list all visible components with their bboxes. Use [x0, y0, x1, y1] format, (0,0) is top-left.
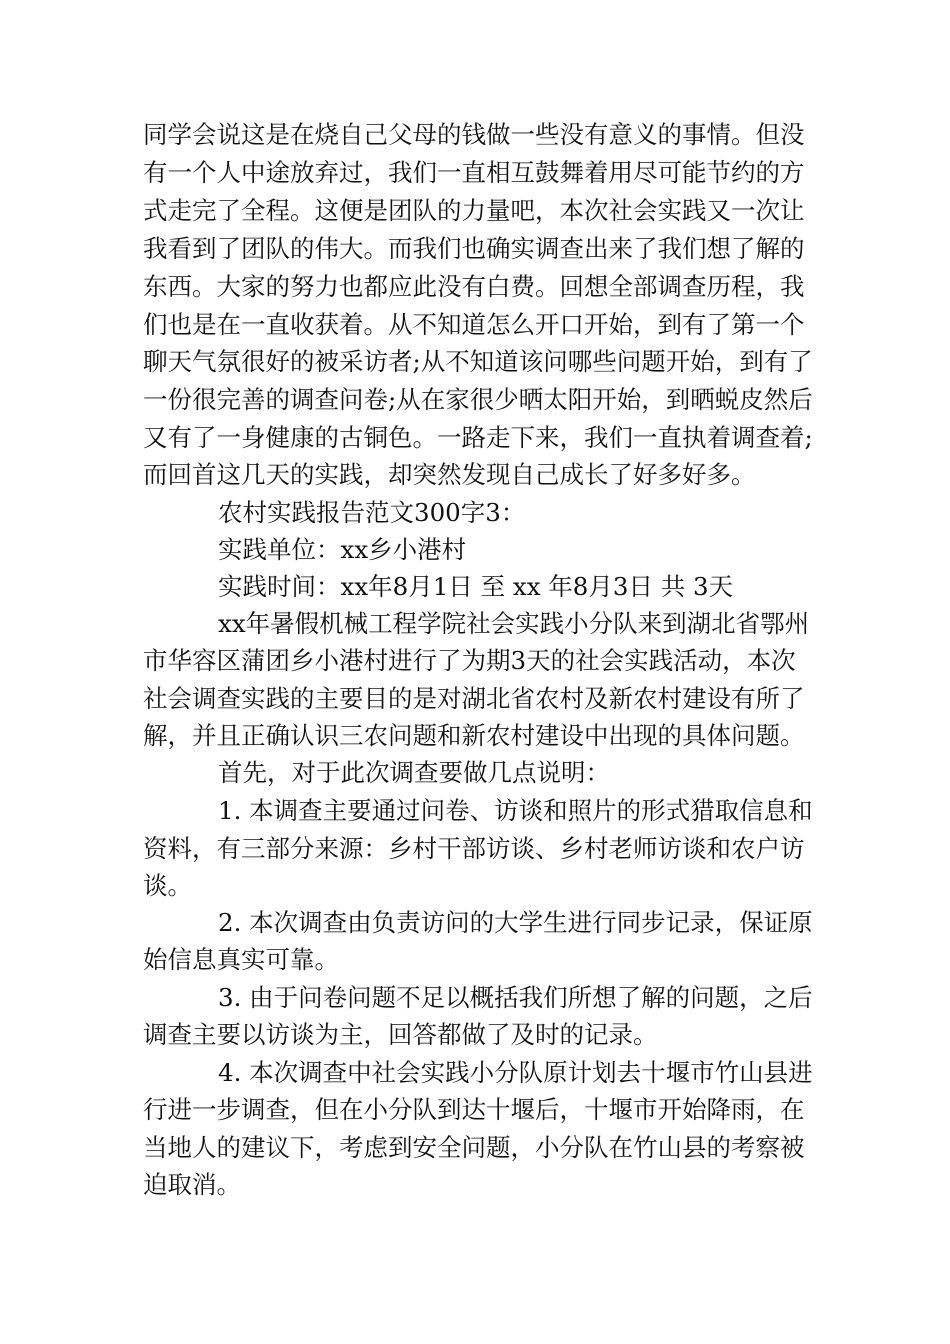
- text-line: 市华容区蒲团乡小港村进行了为期3天的社会实践活动，本次: [143, 646, 796, 675]
- text-line: 迫取消。: [143, 1170, 241, 1199]
- text-line: 当地人的建议下，考虑到安全问题，小分队在竹山县的考察被: [143, 1133, 805, 1162]
- text-line: 社会调查实践的主要目的是对湖北省农村及新农村建设有所了: [143, 684, 805, 713]
- practice-time: 实践时间：xx年8月1日 至 xx 年8月3日 共 3天: [218, 572, 734, 601]
- text-line: 行进一步调查，但在小分队到达十堰后，十堰市开始降雨，在: [143, 1095, 805, 1124]
- text-line: 东西。大家的努力也都应此没有白费。回想全部调查历程，我: [143, 272, 805, 301]
- text-line: 一份很完善的调查问卷;从在家很少晒太阳开始，到晒蜕皮然后: [143, 385, 813, 414]
- list-item: 1. 本调查主要通过问卷、访谈和照片的形式猎取信息和: [218, 796, 813, 825]
- text-line: 有一个人中途放弃过，我们一直相互鼓舞着用尽可能节约的方: [143, 158, 805, 187]
- text-line: 聊天气氛很好的被采访者;从不知道该问哪些问题开始，到有了: [143, 347, 813, 376]
- text-line: 们也是在一直收获着。从不知道怎么开口开始，到有了第一个: [143, 310, 805, 339]
- text-line: 谈。: [143, 871, 192, 900]
- text-line: 调查主要以访谈为主，回答都做了及时的记录。: [143, 1020, 658, 1049]
- text-line: 而回首这几天的实践，却突然发现自己成长了好多好多。: [143, 460, 756, 489]
- text-line: 式走完了全程。这便是团队的力量吧，本次社会实践又一次让: [143, 196, 805, 225]
- text-line: 首先，对于此次调查要做几点说明：: [218, 758, 610, 787]
- text-line: 始信息真实可靠。: [143, 945, 339, 974]
- practice-unit: 实践单位：xx乡小港村: [218, 535, 467, 564]
- text-line: 我看到了团队的伟大。而我们也确实调查出来了我们想了解的: [143, 234, 805, 263]
- list-item: 4. 本次调查中社会实践小分队原计划去十堰市竹山县进: [218, 1058, 813, 1087]
- text-line: 解，并且正确认识三农问题和新农村建设中出现的具体问题。: [143, 721, 805, 750]
- section-heading: 农村实践报告范文300字3：: [218, 498, 526, 527]
- text-line: 同学会说这是在烧自己父母的钱做一些没有意义的事情。但没: [143, 120, 805, 149]
- list-item: 2. 本次调查由负责访问的大学生进行同步记录，保证原: [218, 908, 813, 937]
- text-line: 资料，有三部分来源：乡村干部访谈、乡村老师访谈和农户访: [143, 834, 805, 863]
- list-item: 3. 由于问卷问题不足以概括我们所想了解的问题，之后: [218, 983, 813, 1012]
- text-line: xx年暑假机械工程学院社会实践小分队来到湖北省鄂州: [218, 609, 810, 638]
- text-line: 又有了一身健康的古铜色。一路走下来，我们一直执着调查着;: [143, 423, 813, 452]
